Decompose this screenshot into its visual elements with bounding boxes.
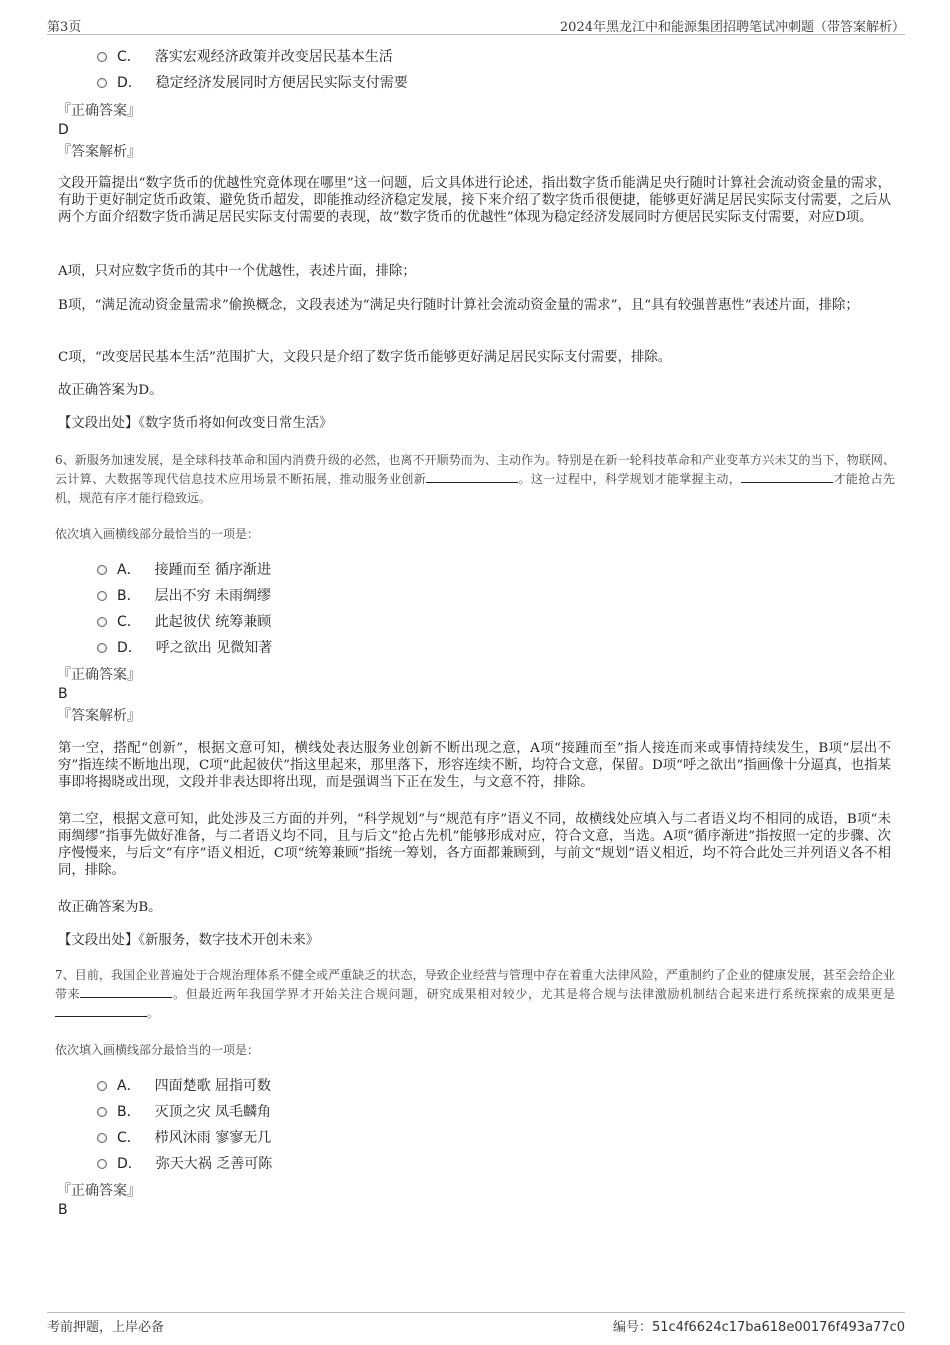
page-number: 第3页 bbox=[47, 20, 82, 35]
option-c[interactable]: C． 此起彼伏 统筹兼顾 bbox=[97, 613, 271, 631]
answer-label: 『正确答案』 bbox=[57, 667, 141, 683]
radio-icon[interactable] bbox=[97, 565, 107, 575]
footer-slogan: 考前押题，上岸必备 bbox=[47, 1320, 165, 1335]
fill-blank bbox=[741, 470, 833, 483]
analysis-paragraph: C项，“改变居民基本生活”范围扩大，文段只是介绍了数字货币能够更好满足居民实际支付需要，排除。 bbox=[58, 350, 672, 365]
answer-label: 『正确答案』 bbox=[57, 1183, 141, 1199]
radio-icon[interactable] bbox=[97, 617, 107, 627]
source-citation: 【文段出处】《数字货币将如何改变日常生活》 bbox=[58, 416, 333, 431]
answer-value: B bbox=[58, 686, 68, 702]
option-b[interactable]: B． 灭顶之灾 凤毛麟角 bbox=[97, 1103, 271, 1121]
question-prompt: 依次填入画横线部分最恰当的一项是： bbox=[55, 1043, 260, 1057]
radio-icon[interactable] bbox=[97, 52, 107, 62]
question-prompt: 依次填入画横线部分最恰当的一项是： bbox=[55, 527, 260, 541]
option-a[interactable]: A． 四面楚歌 屈指可数 bbox=[97, 1077, 271, 1095]
page-footer bbox=[47, 1312, 905, 1335]
option-a[interactable]: A． 接踵而至 循序渐进 bbox=[97, 561, 271, 579]
radio-icon[interactable] bbox=[97, 1081, 107, 1091]
question-stem: 6、新服务加速发展，是全球科技革命和国内消费升级的必然，也离不开顺势而为、主动作为。特别是在新一轮科技革命和产业变革方兴未艾的当下，物联网、云计算、大数据等现代信息技术应用场景不断拓展，推动服务业创新 。这一过程中，科学规划才能掌握主动， 才能抢占先机，规范有序才能行稳致远。 bbox=[55, 453, 895, 505]
fill-blank bbox=[80, 985, 172, 998]
answer-label: 『正确答案』 bbox=[57, 103, 141, 119]
radio-icon[interactable] bbox=[97, 1159, 107, 1169]
option-c[interactable]: C． 栉风沐雨 寥寥无几 bbox=[97, 1129, 271, 1147]
option-c[interactable]: C． 落实宏观经济政策并改变居民基本生活 bbox=[97, 48, 393, 66]
analysis-paragraph: A项，只对应数字货币的其中一个优越性，表述片面，排除； bbox=[58, 264, 416, 279]
source-citation: 【文段出处】《新服务，数字技术开创未来》 bbox=[58, 933, 320, 948]
radio-icon[interactable] bbox=[97, 78, 107, 88]
answer-value: B bbox=[58, 1202, 68, 1218]
document-code: 编号：51c4f6624c17ba618e00176f493a77c0 bbox=[612, 1320, 905, 1335]
radio-icon[interactable] bbox=[97, 1133, 107, 1143]
analysis-paragraph: 第二空，根据文意可知，此处涉及三方面的并列，“科学规划”与“规范有序”语义不同，故横线处应填入与二者语义均不相同的成语，B项“未雨绸缪”指事先做好准备，与二者语义均不同，且与后文“抢占先机”能够形成对应，符合文意，当选。A项“循序渐进”指按照一定的步骤、次序慢慢来，与后文“有序”语义相近，C项“统筹兼顾”指统一筹划，各方面都兼顾到，与前文“规划”语义相近，均不符合此处三并列语义各不相同，排除。 bbox=[58, 812, 891, 878]
option-b[interactable]: B． 层出不穷 未雨绸缪 bbox=[97, 587, 271, 605]
answer-value: D bbox=[58, 122, 69, 138]
radio-icon[interactable] bbox=[97, 643, 107, 653]
radio-icon[interactable] bbox=[97, 591, 107, 601]
page-header bbox=[47, 14, 905, 35]
analysis-label: 『答案解析』 bbox=[57, 144, 141, 160]
radio-icon[interactable] bbox=[97, 1107, 107, 1117]
analysis-paragraph: B项，“满足流动资金量需求”偷换概念，文段表述为“满足央行随时计算社会流动资金量的需求”，且“具有较强普惠性”表述片面，排除； bbox=[58, 298, 859, 313]
analysis-paragraph: 第一空，搭配“创新”，根据文意可知，横线处表达服务业创新不断出现之意，A项“接踵而至”指人接连而来或事情持续发生，B项“层出不穷”指连续不断地出现，C项“此起彼伏”指这里起来，那里落下，形容连续不断，均符合文意，保留。D项“呼之欲出”指画像十分逼真，也指某事即将揭晓或出现，文段并非表达即将出现，而是强调当下正在发生，与文意不符，排除。 bbox=[58, 741, 891, 790]
analysis-label: 『答案解析』 bbox=[57, 708, 141, 724]
fill-blank bbox=[55, 1004, 147, 1017]
question-stem: 7、目前，我国企业普遍处于合规治理体系不健全或严重缺乏的状态，导致企业经营与管理中存在着重大法律风险，严重制约了企业的健康发展，甚至会给企业带来 。但最近两年我国学界才开始关注合规问题，研究成果相对较少，尤其是将合规与法律激励机制结合起来进行系统探索的成果更是。 bbox=[55, 968, 895, 1020]
fill-blank bbox=[426, 470, 518, 483]
analysis-paragraph: 文段开篇提出“数字货币的优越性究竟体现在哪里”这一问题，后文具体进行论述，指出数字货币能满足央行随时计算社会流动资金量的需求，有助于更好制定货币政策、避免货币超发，即能推动经济稳定发展，接下来介绍了数字货币很便捷，能够更好满足居民实际支付需要，之后从两个方面介绍数字货币满足居民实际支付需要的表现，故“数字货币的优越性”体现为稳定经济发展同时方便居民实际支付需要，对应D项。 bbox=[58, 176, 891, 225]
analysis-paragraph: 故正确答案为D。 bbox=[58, 383, 163, 398]
document-title: 2024年黑龙江中和能源集团招聘笔试冲刺题（带答案解析） bbox=[559, 20, 905, 35]
option-d[interactable]: D． 稳定经济发展同时方便居民实际支付需要 bbox=[97, 74, 408, 92]
option-d[interactable]: D． 呼之欲出 见微知著 bbox=[97, 639, 272, 657]
option-d[interactable]: D． 弥天大祸 乏善可陈 bbox=[97, 1155, 272, 1173]
analysis-paragraph: 故正确答案为B。 bbox=[58, 900, 162, 915]
